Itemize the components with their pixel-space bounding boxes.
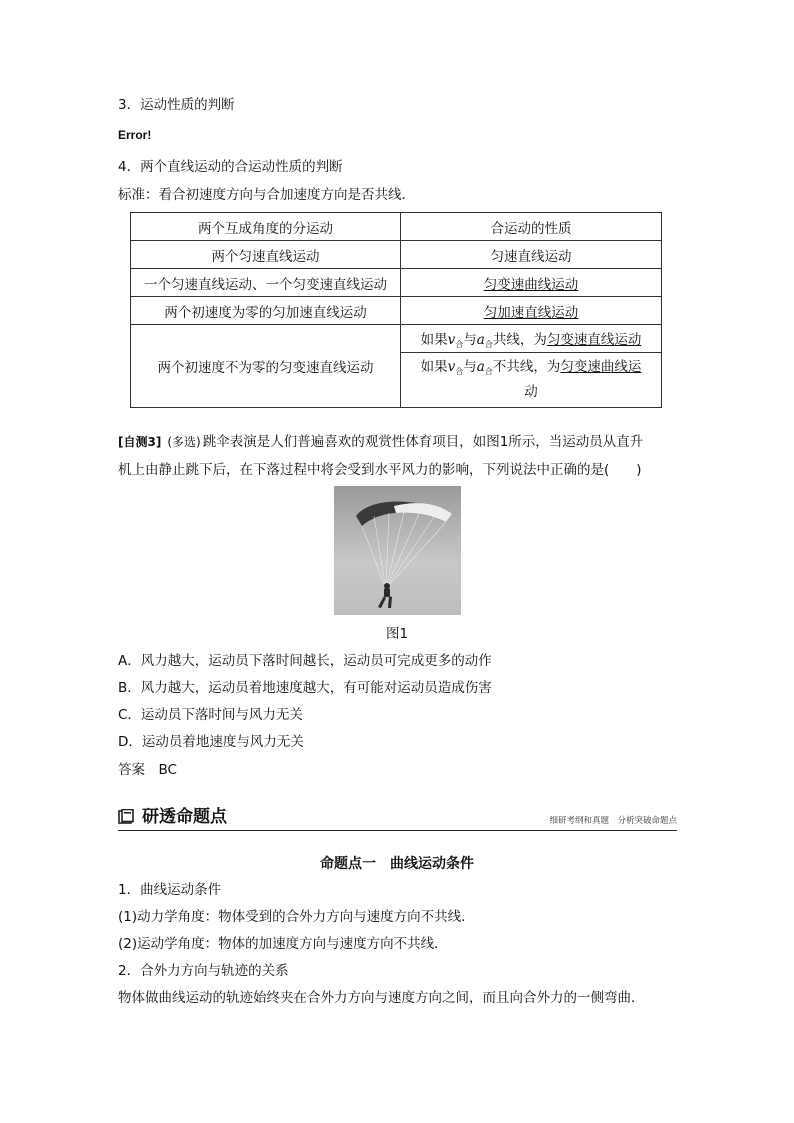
option-a: A．风力越大，运动员下落时间越长，运动员可完成更多的动作 xyxy=(118,653,492,669)
table-header-cell: 合运动的性质 xyxy=(401,213,662,241)
section-subtitle: 细研考纲和真题 分析突破命题点 xyxy=(549,816,677,826)
answer-text: 答案 BC xyxy=(118,762,177,778)
subscript: 合 xyxy=(455,339,464,349)
cell-text: 如果 xyxy=(420,331,448,348)
error-text: Error! xyxy=(118,128,152,142)
option-c: C．运动员下落时间与风力无关 xyxy=(118,707,303,723)
question-text: 跳伞表演是人们普遍喜欢的观赏性体育项目，如图1所示，当运动员从直升 xyxy=(202,434,644,450)
subscript: 合 xyxy=(484,339,493,349)
table-row xyxy=(131,325,662,353)
table-cell: 两个初速度不为零的匀变速直线运动 xyxy=(131,325,401,408)
table-row xyxy=(131,213,662,241)
underlined-answer: 匀变速曲线运动 xyxy=(483,276,579,293)
question-line-2: 机上由静止跳下后，在下落过程中将会受到水平风力的影响，下列说法中正确的是( ) xyxy=(118,462,642,478)
table-cell xyxy=(401,353,662,408)
table-row xyxy=(131,269,662,297)
table-row xyxy=(131,297,662,325)
option-b: B．风力越大，运动员着地速度越大，有可能对运动员造成伤害 xyxy=(118,680,492,696)
table-cell: 匀速直线运动 xyxy=(401,241,662,269)
option-d: D．运动员着地速度与风力无关 xyxy=(118,734,304,750)
section-book-icon xyxy=(118,809,134,825)
parachutist-photo xyxy=(334,486,461,615)
cell-text: 共线，为 xyxy=(492,331,547,348)
underlined-answer: 匀变速直线运动 xyxy=(546,331,642,348)
question-type: (多选) xyxy=(167,435,201,449)
question-line-1 xyxy=(118,433,643,451)
heading-two-linear-motions: 4．两个直线运动的合运动性质的判断 xyxy=(118,159,343,175)
table-cell: 一个匀速直线运动、一个匀变速直线运动 xyxy=(131,269,401,297)
subscript: 合 xyxy=(484,367,493,376)
underlined-answer: 匀变速曲线运 xyxy=(560,359,642,375)
cell-text: 动 xyxy=(524,384,538,400)
cell-text: 与 xyxy=(463,331,477,348)
table-cell: 两个初速度为零的匀加速直线运动 xyxy=(131,297,401,325)
velocity-symbol: v xyxy=(447,331,456,348)
cell-text: 如果 xyxy=(420,359,448,375)
body-line-2: (2)运动学角度：物体的加速度方向与速度方向不共线． xyxy=(118,936,448,952)
velocity-symbol: v xyxy=(447,359,456,375)
motion-nature-table xyxy=(130,212,662,408)
underlined-answer: 匀加速直线运动 xyxy=(483,304,579,321)
parachute-illustration xyxy=(334,486,461,615)
table-cell: 两个匀速直线运动 xyxy=(131,241,401,269)
subscript: 合 xyxy=(455,367,464,376)
question-tag: [自测3] xyxy=(118,435,162,449)
body-heading-1: 1．曲线运动条件 xyxy=(118,882,222,898)
table-cell xyxy=(401,269,662,297)
section-header xyxy=(118,806,677,831)
cell-text: 不共线，为 xyxy=(492,359,561,375)
body-line-3: 物体做曲线运动的轨迹始终夹在合外力方向与速度方向之间，而且向合外力的一侧弯曲． xyxy=(118,990,645,1006)
table-cell xyxy=(401,325,662,353)
table-row xyxy=(131,241,662,269)
table-header-cell: 两个互成角度的分运动 xyxy=(131,213,401,241)
figure-caption: 图1 xyxy=(386,626,409,642)
table-cell xyxy=(401,297,662,325)
topic-title: 命题点一 曲线运动条件 xyxy=(320,856,474,872)
body-line-1: (1)动力学角度：物体受到的合外力方向与速度方向不共线． xyxy=(118,909,475,925)
cell-text: 与 xyxy=(463,359,477,375)
acceleration-symbol: a xyxy=(476,331,485,348)
heading-motion-nature: 3．运动性质的判断 xyxy=(118,97,235,113)
body-heading-2: 2．合外力方向与轨迹的关系 xyxy=(118,963,289,979)
acceleration-symbol: a xyxy=(476,359,485,375)
section-title: 研透命题点 xyxy=(142,807,227,827)
standard-text: 标准：看合初速度方向与合加速度方向是否共线． xyxy=(118,187,415,203)
